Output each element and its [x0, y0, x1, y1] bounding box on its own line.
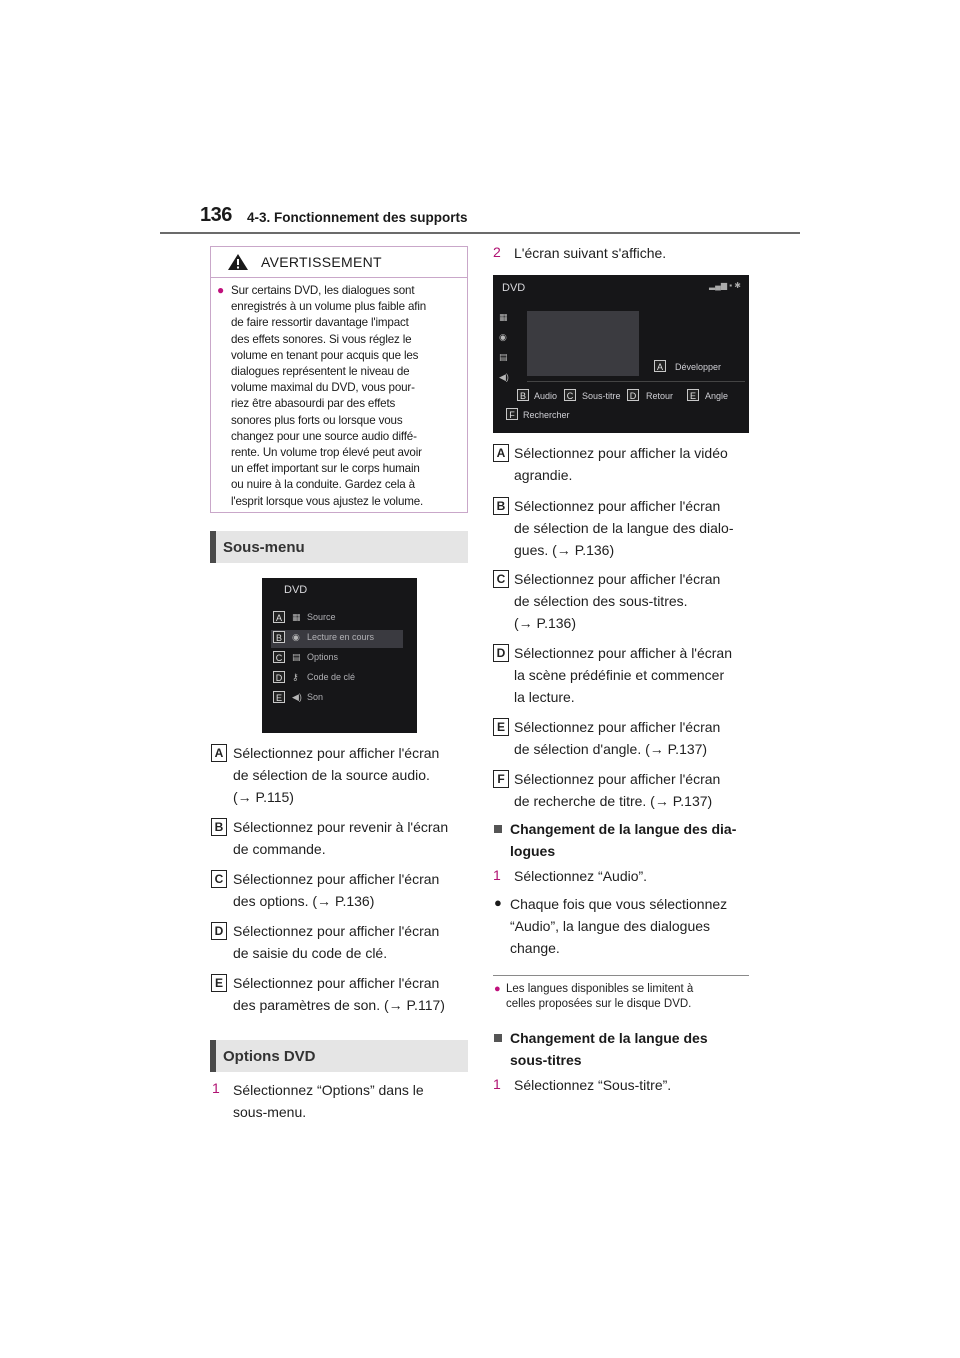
options-icon: ▤ [292, 652, 301, 662]
screen-tag-c: C [564, 389, 576, 401]
right-desc-d: Sélectionnez pour afficher à l'écran la scène prédéfinie et commencer la lecture. [514, 645, 732, 705]
right-desc-b: Sélectionnez pour afficher l'écran de sélection de la langue des dialo- gues. (→ P.136) [514, 498, 734, 558]
play-circle-icon[interactable]: ◉ [499, 332, 507, 342]
warning-body [211, 278, 467, 510]
speaker-icon[interactable]: ◀) [499, 372, 509, 382]
step-1-number: 1 [212, 1080, 220, 1096]
section-square-icon [494, 825, 502, 833]
right-letter-f: F [493, 770, 509, 788]
dvd-screen-title: DVD [502, 282, 526, 294]
section-square-icon [494, 1034, 502, 1042]
right-letter-a: A [493, 444, 509, 462]
options-icon[interactable]: ▤ [499, 352, 508, 362]
warning-header [211, 247, 467, 278]
right-desc-c: Sélectionnez pour afficher l'écran de sélection des sous-titres. (→ P.136) [514, 571, 721, 631]
audio-step-text: Sélectionnez “Audio”. [514, 868, 648, 884]
warning-text: Sur certains DVD, les dialogues sont enregistrés à un volume plus faible afin de faire ressortir davantage l'impact des effets sonores. Si vous réglez le volume en tenant pour acquis que les dialogues représentent le niveau de volume maximal du DVD, vous pour- riez être abasourdi par des effets sonores plus forts ou lorsque vous changez pour une source audio diffé- rente. Un volume trop élevé peut avoir un effet important sur le corps humain ou nuire à la conduite. Gardez cela à l'esprit lorsque vous ajustez le volume. [231, 284, 427, 508]
source-icon: ▦ [292, 612, 301, 622]
screen-tag-f: F [506, 408, 518, 420]
screen-tag-b: B [517, 389, 529, 401]
submenu-screenshot [262, 578, 417, 733]
header-rule [160, 232, 800, 234]
subtitle-button[interactable]: Sous-titre [582, 391, 621, 401]
right-desc-e: Sélectionnez pour afficher l'écran de sélection d'angle. (→ P.137) [514, 719, 721, 757]
desc-letter-e: E [211, 974, 227, 992]
submenu-tag-b: B [273, 631, 285, 643]
desc-letter-a: A [211, 744, 227, 762]
screen-tag-a: A [654, 360, 666, 372]
play-circle-icon: ◉ [292, 632, 300, 642]
desc-letter-c: C [211, 870, 227, 888]
right-desc-f: Sélectionnez pour afficher l'écran de recherche de titre. (→ P.137) [514, 771, 721, 809]
subtitle-step-number: 1 [493, 1076, 501, 1092]
submenu-desc-b: Sélectionnez pour revenir à l'écran de commande. [233, 819, 449, 857]
submenu-item-sound[interactable]: Son [307, 692, 324, 702]
submenu-desc-d: Sélectionnez pour afficher l'écran de saisie du code de clé. [233, 923, 440, 961]
subtitle-step-text: Sélectionnez “Sous-titre”. [514, 1077, 672, 1093]
expand-button[interactable]: Développer [675, 362, 722, 372]
screen-divider [527, 381, 745, 382]
submenu-desc-c: Sélectionnez pour afficher l'écran des options. (→ P.136) [233, 871, 440, 909]
speaker-icon: ◀) [292, 692, 302, 702]
right-letter-d: D [493, 644, 509, 662]
right-letter-e: E [493, 718, 509, 736]
warning-bullet: ● [217, 283, 225, 297]
submenu-tag-e: E [273, 691, 285, 703]
submenu-desc-a: Sélectionnez pour afficher l'écran de sélection de la source audio. (→ P.115) [233, 745, 440, 805]
dvd-options-heading: Options DVD [210, 1040, 468, 1072]
angle-button[interactable]: Angle [705, 391, 729, 401]
section-title: 4-3. Fonctionnement des supports [247, 210, 468, 225]
warning-box [210, 246, 468, 513]
audio-step-number: 1 [493, 867, 501, 883]
audio-bullet-text: Chaque fois que vous sélectionnez “Audio”, la langue des dialogues change. [510, 896, 728, 956]
right-letter-b: B [493, 497, 509, 515]
desc-letter-b: B [211, 818, 227, 836]
warning-triangle-icon [227, 253, 249, 271]
submenu-screen-title: DVD [284, 584, 308, 596]
right-desc-a: Sélectionnez pour afficher la vidéo agrandie. [514, 445, 728, 483]
submenu-item-key-code[interactable]: Code de clé [307, 672, 356, 682]
audio-button[interactable]: Audio [534, 391, 558, 401]
submenu-heading: Sous-menu [210, 531, 468, 563]
screen-tag-e: E [687, 389, 699, 401]
page-number: 136 [200, 204, 232, 226]
step-1-text: Sélectionnez “Options” dans le sous-menu. [233, 1082, 424, 1120]
submenu-tag-d: D [273, 671, 285, 683]
video-preview [527, 311, 639, 376]
note-text: Les langues disponibles se limitent à celles proposées sur le disque DVD. [506, 983, 694, 1010]
note-bullet-icon: ● [494, 983, 501, 995]
submenu-desc-e: Sélectionnez pour afficher l'écran des paramètres de son. (→ P.117) [233, 975, 445, 1013]
warning-title: AVERTISSEMENT [261, 254, 382, 270]
submenu-item-now-playing[interactable]: Lecture en cours [307, 632, 375, 642]
status-icons: ▂▄▆ ▪ ✱ [709, 281, 741, 290]
right-letter-c: C [493, 570, 509, 588]
submenu-item-source[interactable]: Source [307, 612, 336, 622]
subtitle-language-heading: Changement de la langue des sous-titres [510, 1030, 708, 1068]
desc-letter-d: D [211, 922, 227, 940]
bullet-icon: ● [494, 895, 502, 910]
note-divider [493, 975, 749, 976]
source-icon[interactable]: ▦ [499, 312, 508, 322]
submenu-item-options[interactable]: Options [307, 652, 339, 662]
dvd-options-screenshot [493, 275, 749, 433]
search-button[interactable]: Rechercher [523, 410, 570, 420]
audio-language-heading: Changement de la langue des dia- logues [510, 821, 737, 859]
submenu-tag-a: A [273, 611, 285, 623]
screen-tag-d: D [627, 389, 639, 401]
submenu-tag-c: C [273, 651, 285, 663]
key-icon: ⚷ [292, 672, 299, 682]
step-2-number: 2 [493, 244, 501, 260]
step-2-text: L'écran suivant s'affiche. [514, 245, 667, 261]
return-button[interactable]: Retour [646, 391, 674, 401]
